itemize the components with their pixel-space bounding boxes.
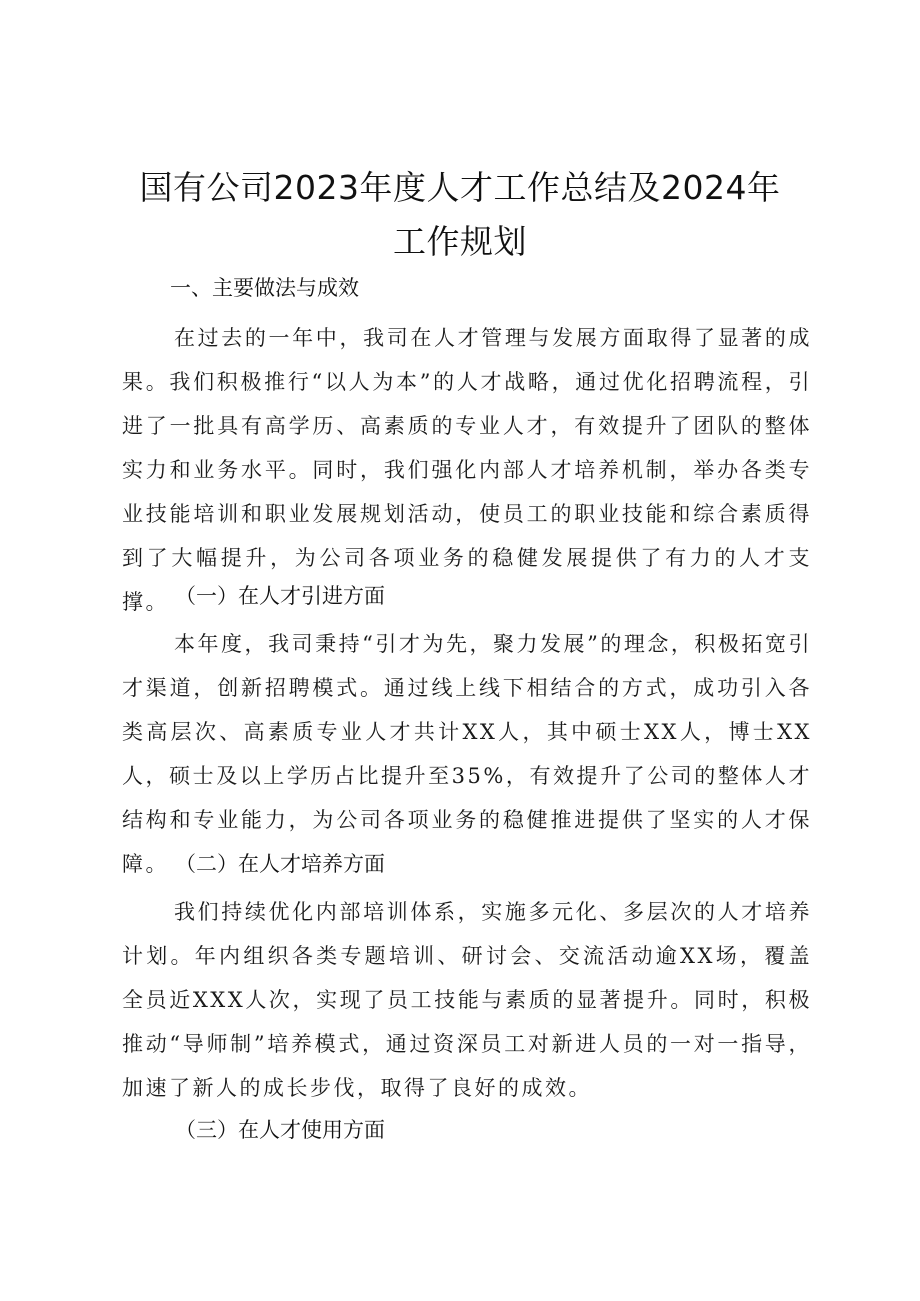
- subsection-heading-talent-training: （二）在人才培养方面: [175, 852, 385, 876]
- subsection-heading-talent-recruitment: （一）在人才引进方面: [175, 584, 385, 608]
- paragraph-main-practices: 在过去的一年中，我司在人才管理与发展方面取得了显著的成果。我们积极推行“以人为本”的人才战略，通过优化招聘流程，引进了一批具有高学历、高素质的专业人才，有效提升了团队的整体实力和业务水平。同时，我们强化内部人才培养机制，举办各类专业技能培训和职业发展规划活动，使员工的职业技能和综合素质得到了大幅提升，为公司各项业务的稳健发展提供了有力的人才支撑。: [122, 326, 812, 614]
- section-heading-main-practices: 一、主要做法与成效: [170, 276, 359, 300]
- subsection-heading-talent-utilization: （三）在人才使用方面: [175, 1118, 385, 1142]
- paragraph-talent-recruitment: 本年度，我司秉持“引才为先，聚力发展”的理念，积极拓宽引才渠道，创新招聘模式。通过线上线下相结合的方式，成功引入各类高层次、高素质专业人才共计XX人，其中硕士XX人，博士XX人，硕士及以上学历占比提升至35%，有效提升了公司的整体人才结构和专业能力，为公司各项业务的稳健推进提供了坚实的人才保障。: [122, 632, 812, 876]
- document-title-line-2: 工作规划: [393, 222, 527, 261]
- document-title-line-1: 国有公司2023年度人才工作总结及2024年: [139, 168, 781, 207]
- paragraph-talent-training: 我们持续优化内部培训体系，实施多元化、多层次的人才培养计划。年内组织各类专题培训、研讨会、交流活动逾XX场，覆盖全员近XXX人次，实现了员工技能与素质的显著提升。同时，积极推动“导师制”培养模式，通过资深员工对新进人员的一对一指导，加速了新人的成长步伐，取得了良好的成效。: [122, 900, 812, 1100]
